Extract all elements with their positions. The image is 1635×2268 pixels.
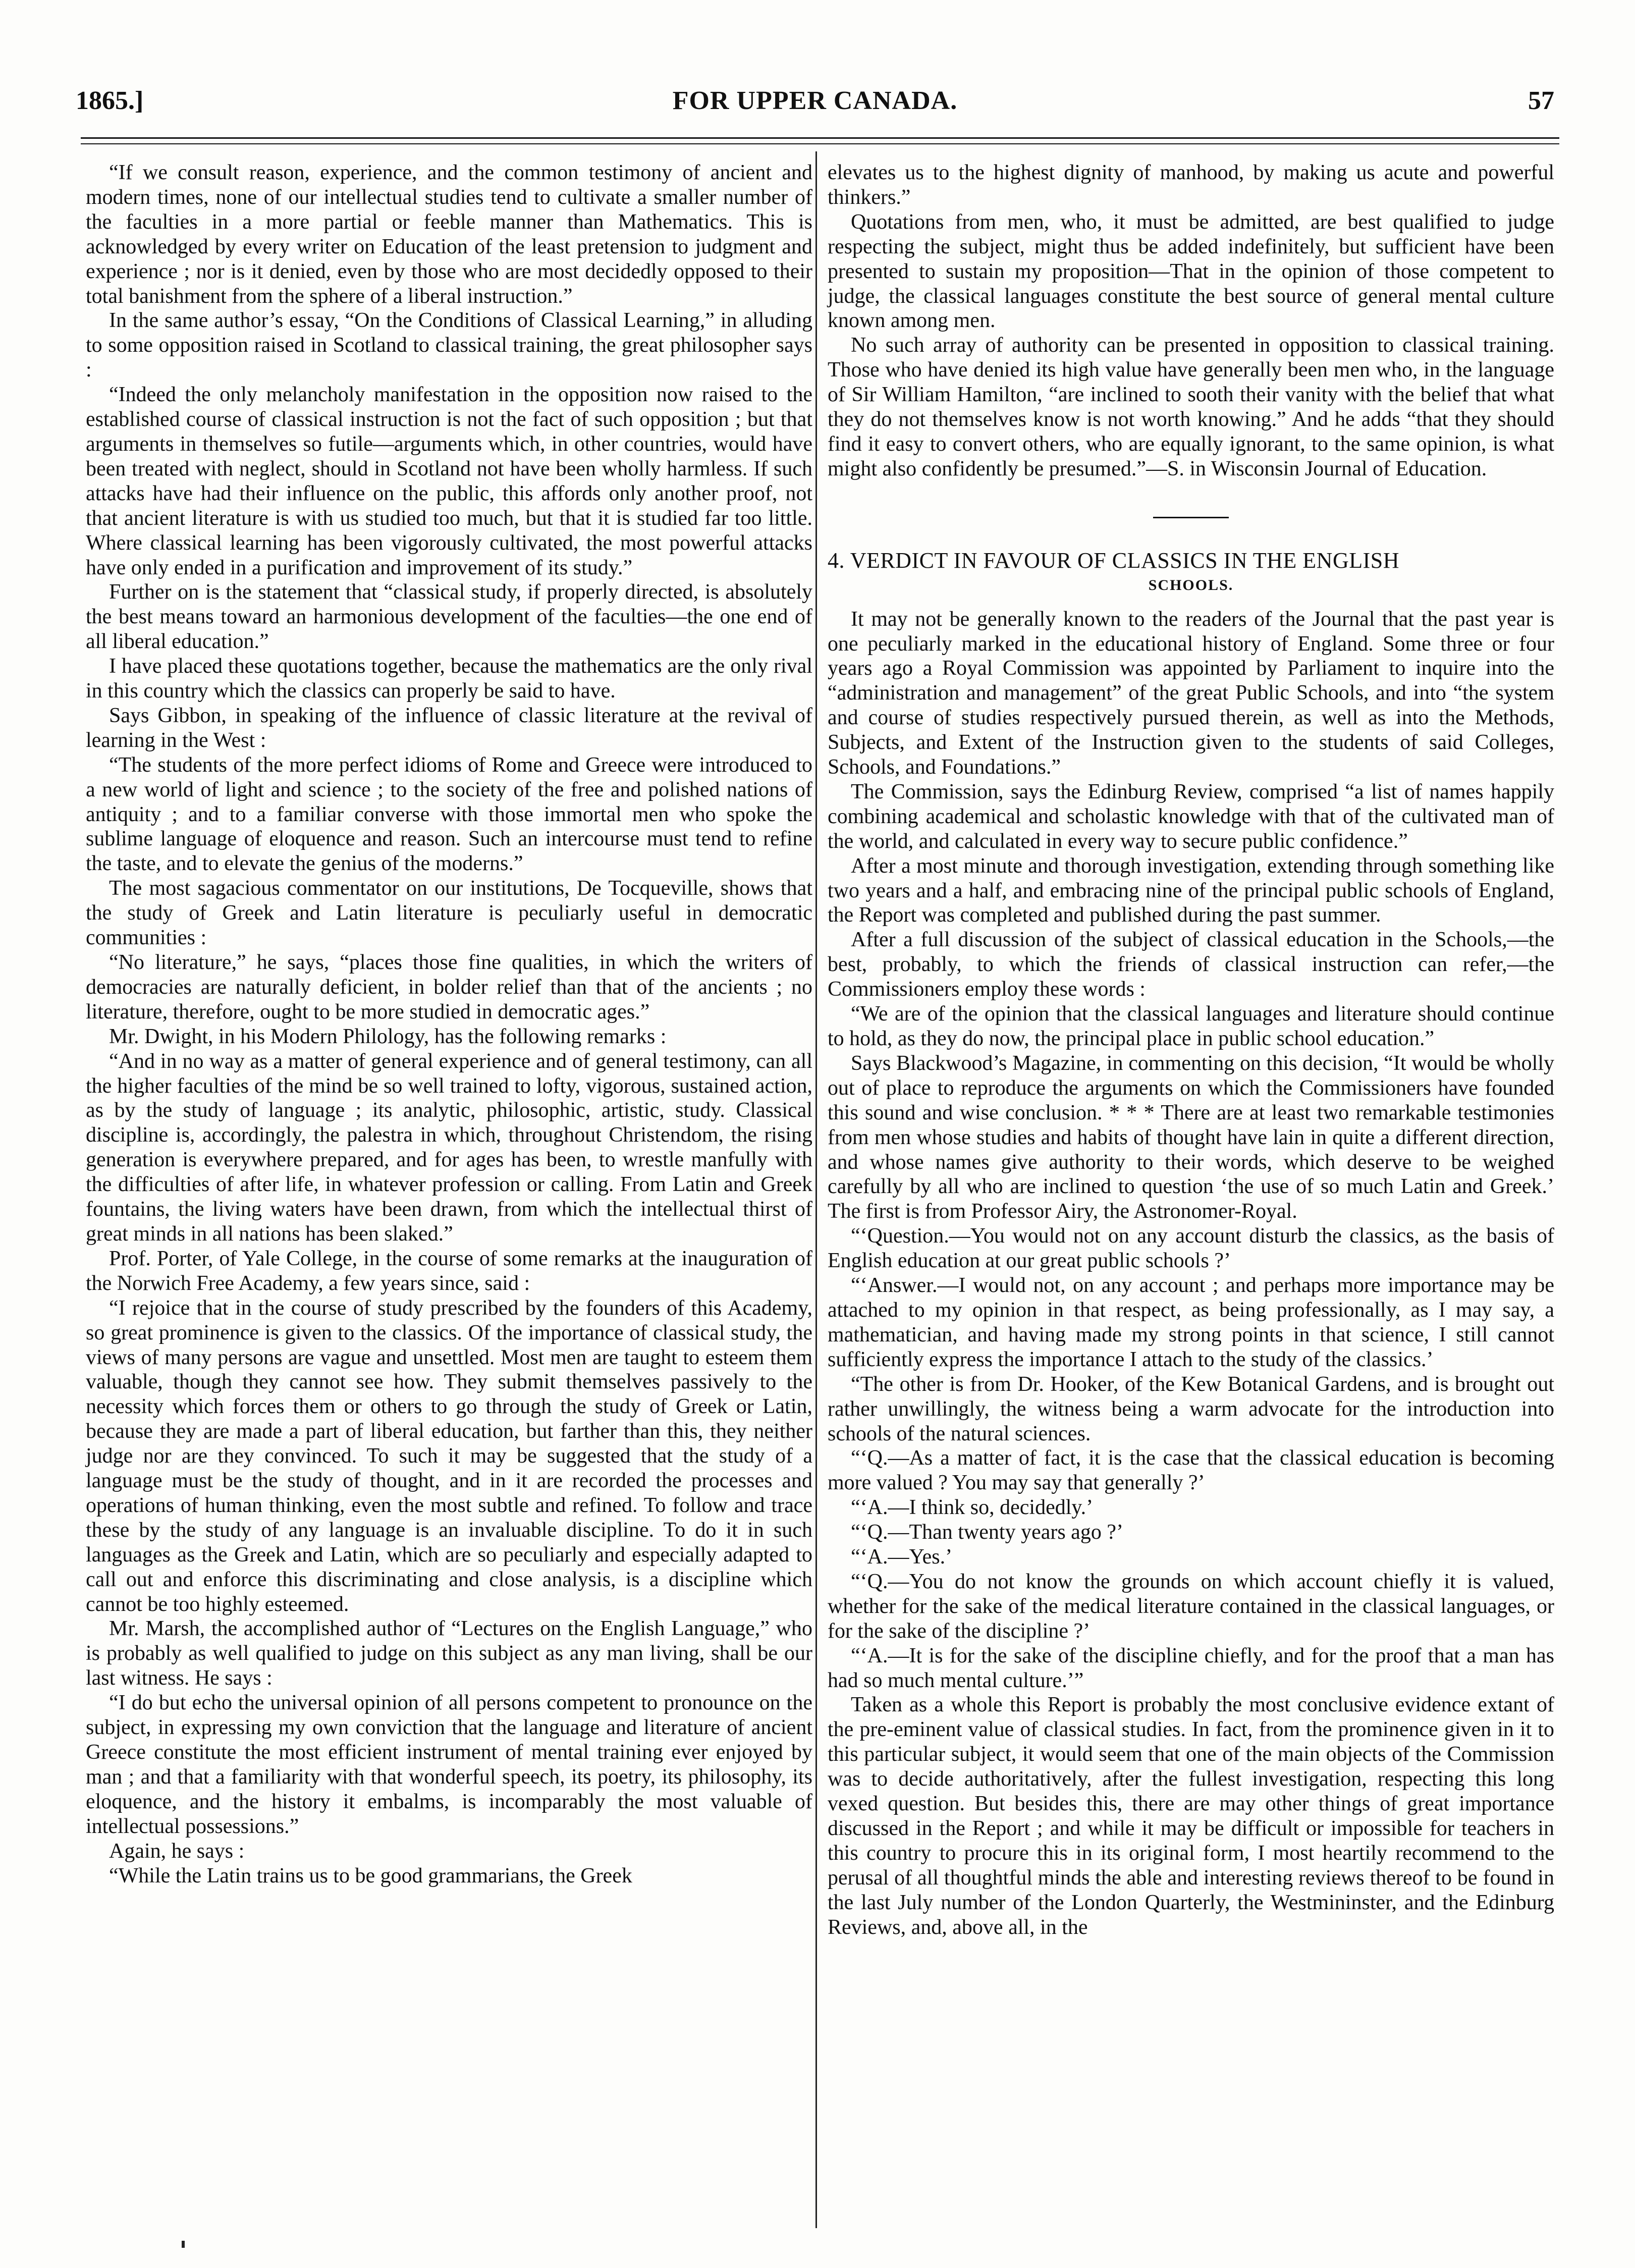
header-year: 1865.] <box>76 86 144 115</box>
paragraph: Prof. Porter, of Yale College, in the course of some remarks at the inauguration of the Norwich Free Academy, a few years since, said : <box>86 1247 812 1295</box>
paragraph: The Commission, says the Edinburg Review, comprised “a list of names happily combining academical and scholastic knowledge with that of the cultivated man of the world, and calculated in every way to secure public confidence.” <box>828 780 1554 853</box>
paragraph: I have placed these quotations together, because the mathematics are the only rival in this country which the classics can properly be said to have. <box>86 655 812 703</box>
paragraph: Quotations from men, who, it must be admitted, are best qualified to judge respecting the subject, might thus be added indefinitely, but sufficient have been presented to sustain my proposition—That in the opinion of those competent to judge, the classical languages constitute the best source of general mental culture known among men. <box>828 210 1554 333</box>
paragraph: “‘Q.—Than twenty years ago ?’ <box>851 1521 1123 1544</box>
paragraph: “No literature,” he says, “places those fine qualities, in which the writers of democracies are naturally deficient, in bolder relief than that of the ancients ; no literature, therefore, ought to be more studied in democratic ages.” <box>86 951 812 1023</box>
paragraph: “And in no way as a matter of general experience and of general testimony, can all the higher faculties of the mind be so well trained to lofty, vigorous, sustained action, as by the study of language ; its analytic, philosophic, artistic, study. Classical discipline is, accordingly, the palestra in which, throughout Christendom, the rising generation is everywhere prepared, and for ages has been, to wrestle manfully with the difficulties of after life, in whatever profession or calling. From Latin and Greek fountains, the living waters have been drawn, from which the intellectual thirst of great minds in all nations has been slaked.” <box>86 1049 812 1246</box>
paragraph: “The other is from Dr. Hooker, of the Kew Botanical Gardens, and is brought out rather unwillingly, the witness being a warm advocate for the introduction into schools of the natural sciences. <box>828 1372 1554 1445</box>
paragraph: “If we consult reason, experience, and the common testimony of ancient and modern times, none of our intellectual studies tend to cultivate a smaller number of the faculties in a more partial or feeble manner than Mathematics. This is acknowledged by every writer on Education of the least pretension to judgment and experience ; nor is it denied, even by those who are most decidedly opposed to their total banishment from the sphere of a liberal instruction.” <box>86 161 812 308</box>
paragraph: No such array of authority can be presented in opposition to classical training. Those who have denied its high value have generally been men who, in the language of Sir William Hamilton, “are inclined to sooth their vanity with the belief that what they do not themselves know is not worth knowing.” And he adds “that they should find it easy to convert others, who are equally ignorant, to the same opinion, is what might also confidently be presumed.”—S. in Wisconsin Journal of Education. <box>828 334 1554 480</box>
paragraph: The most sagacious commentator on our institutions, De Tocqueville, shows that the study of Greek and Latin literature is peculiarly useful in democratic communities : <box>86 877 812 950</box>
column-divider <box>815 151 817 2228</box>
paragraph: “‘A.—Yes.’ <box>851 1545 953 1569</box>
paragraph: It may not be generally known to the readers of the Journal that the past year is one peculiarly marked in the educational history of England. Some three or four years ago a Royal Commission was appointed by Parliament to inquire into the “administration and management” of the great Public Schools, and into “the system and course of studies respectively pursued therein, as well as into the Methods, Subjects, and Extent of the Instruction given to the students of said Colleges, Schools, and Foundations.” <box>828 607 1554 779</box>
paragraph: Says Blackwood’s Magazine, in commenting on this decision, “It would be wholly out of place to reproduce the arguments on which the Commissioners have founded this sound and wise conclusion. * * * There are at least two remarkable testimonies from men whose studies and habits of thought have lain in quite a different direction, and whose names give authority to their words, which deserve to be weighed carefully by all who are inclined to question ‘the use of so much Latin and Greek.’ The first is from Professor Airy, the Astronomer-Royal. <box>828 1051 1554 1223</box>
paragraph: “‘Answer.—I would not, on any account ; and perhaps more importance may be attached to my opinion in that respect, as being professionally, as I may say, a mathematician, and having made my strong points in that science, I still cannot sufficiently express the importance I attach to the study of the classics.’ <box>828 1274 1554 1371</box>
paragraph: “While the Latin trains us to be good grammarians, the Greek <box>109 1864 632 1887</box>
header-rule-bottom <box>81 143 1559 144</box>
header-rule-top <box>81 137 1559 139</box>
paragraph: “‘A.—It is for the sake of the discipline chiefly, and for the proof that a man has had so much mental culture.’” <box>828 1644 1554 1692</box>
paragraph: “We are of the opinion that the classical languages and literature should continue to hold, as they do now, the principal place in public school education.” <box>828 1002 1554 1050</box>
paragraph: “I do but echo the universal opinion of all persons competent to pronounce on the subject, in expressing my own conviction that the language and literature of ancient Greece constitute the most efficient instrument of mental training ever enjoyed by man ; and that a familiarity with that wonderful speech, its poetry, its philosophy, its eloquence, and the history it embalms, is incomparably the most valuable of intellectual possessions.” <box>86 1691 812 1838</box>
paragraph-continued: elevates us to the highest dignity of manhood, by making us acute and powerful thinkers.” <box>828 161 1554 209</box>
section-heading: 4. VERDICT IN FAVOUR OF CLASSICS IN THE ENGLISH <box>828 548 1399 573</box>
paragraph: “‘Q.—You do not know the grounds on which account chiefly it is valued, whether for the sake of the medical literature contained in the classical languages, or for the sake of the discipline ?’ <box>828 1570 1554 1643</box>
paragraph: Mr. Marsh, the accomplished author of “Lectures on the English Language,” who is probably as well qualified to judge on this subject as any man living, shall be our last witness. He says : <box>86 1617 812 1690</box>
paragraph: “The students of the more perfect idioms of Rome and Greece were introduced to a new world of light and science ; to the society of the free and polished nations of antiquity ; and to a familiar converse with those immortal men who spoke the sublime language of eloquence and reason. Such an intercourse must tend to refine the taste, and to elevate the genius of the moderns.” <box>86 753 812 876</box>
header-title: FOR UPPER CANADA. <box>672 86 958 115</box>
paragraph: In the same author’s essay, “On the Conditions of Classical Learning,” in alluding to some opposition raised in Scotland to classical training, the great philosopher says : <box>86 309 812 382</box>
paragraph: Taken as a whole this Report is probably the most conclusive evidence extant of the pre-eminent value of classical studies. In fact, from the prominence given in it to this particular subject, it would seem that one of the main objects of the Commission was to decide authoritatively, after the fullest investigation, respecting this long vexed question. But besides this, there are may other things of great importance discussed in the Report ; and while it may be difficult or impossible for teachers in this country to procure this in its original form, I most heartily recommend to the perusal of all thoughtful minds the able and interesting reviews thereof to be found in the last July number of the London Quarterly, the Westmininster, and the Edinburg Reviews, and, above all, in the <box>828 1693 1554 1939</box>
paragraph: “Indeed the only melancholy manifestation in the opposition now raised to the established course of classical instruction is not the fact of such opposition ; but that arguments in themselves so futile—arguments which, in other countries, would have been treated with neglect, should in Scotland not have been wholly harmless. If such attacks have had their influence on the public, this affords only another proof, not that ancient literature is with us studied too much, but that it is studied far too little. Where classical learning has been vigorously cultivated, the most powerful attacks have only ended in a purification and improvement of its study.” <box>86 383 812 579</box>
paragraph: After a most minute and thorough investigation, extending through something like two years and a half, and embracing nine of the principal public schools of England, the Report was completed and published during the past summer. <box>828 854 1554 927</box>
paragraph: Again, he says : <box>109 1839 245 1863</box>
section-subheading: SCHOOLS. <box>1148 576 1234 593</box>
paragraph: “‘Q.—As a matter of fact, it is the case that the classical education is becoming more valued ? You may say that generally ?’ <box>828 1446 1554 1495</box>
section-separator <box>1153 517 1229 518</box>
left-column <box>86 160 812 1888</box>
paragraph: Further on is the statement that “classical study, if properly directed, is absolutely the best means toward an harmonious development of the faculties—the one end of all liberal education.” <box>86 580 812 654</box>
paragraph: Mr. Dwight, in his Modern Philology, has the following remarks : <box>109 1024 667 1048</box>
paragraph: After a full discussion of the subject of classical education in the Schools,—the best, probably, to which the friends of classical instruction can refer,—the Commissioners employ these words : <box>828 928 1554 1001</box>
paragraph: Says Gibbon, in speaking of the influence of classic literature at the revival of learning in the West : <box>86 704 812 752</box>
paragraph: “‘A.—I think so, decidedly.’ <box>851 1496 1094 1520</box>
right-column <box>828 160 1554 1940</box>
paragraph: “I rejoice that in the course of study prescribed by the founders of this Academy, so great prominence is given to the classics. Of the importance of classical study, the views of many persons are vague and unsettled. Most men are taught to esteem them valuable, though they cannot see how. They submit themselves passively to the necessity which forces them or others to go through the study of Greek or Latin, because they are made a part of liberal education, but farther than this, they neither judge nor are they convinced. To such it may be suggested that the study of a language must be the study of thought, and in it are recorded the processes and operations of human thinking, even the most subtle and refined. To follow and trace these by the study of any language is an invaluable discipline. To do it in such languages as the Greek and Latin, which are so peculiarly and especially adapted to call out and enforce this discriminating and close analysis, is a discipline which cannot be too highly esteemed. <box>86 1296 812 1616</box>
ink-speck <box>182 2241 185 2248</box>
paragraph: “‘Question.—You would not on any account disturb the classics, as the basis of English education at our great public schools ?’ <box>828 1224 1554 1273</box>
page-number: 57 <box>1528 86 1554 115</box>
running-header <box>76 86 1554 116</box>
